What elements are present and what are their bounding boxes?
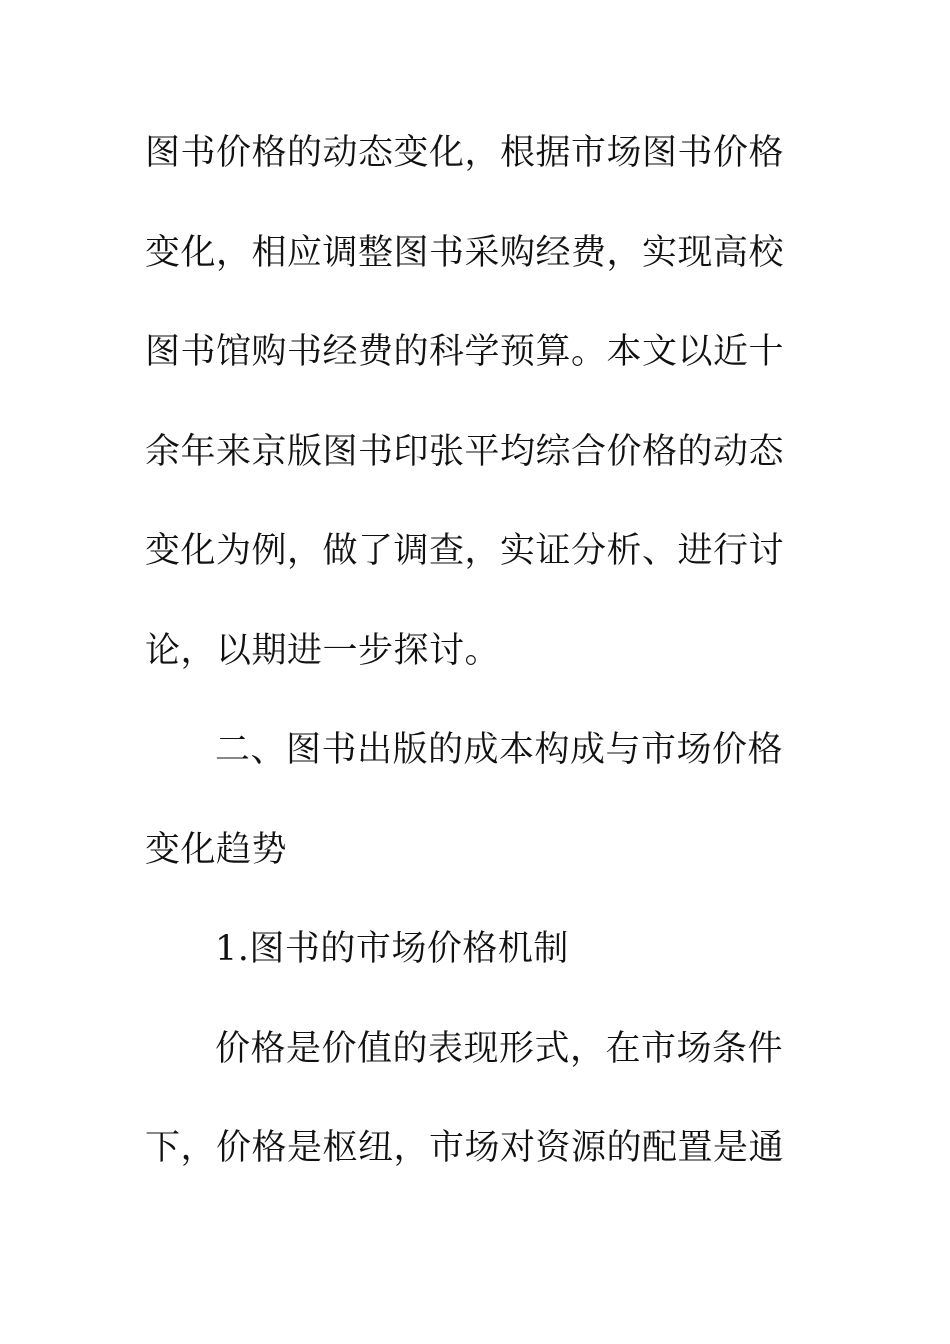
paragraph-line-6: 论，以期进一步探讨。 (145, 631, 501, 671)
paragraph-line-8: 下，价格是枢纽，市场对资源的配置是通 (145, 1128, 785, 1168)
paragraph-line-7: 价格是价值的表现形式，在市场条件 (215, 1029, 784, 1069)
section-heading-line-1: 二、图书出版的成本构成与市场价格 (215, 730, 784, 770)
paragraph-line-5: 变化为例，做了调查，实证分析、进行讨 (145, 531, 785, 571)
paragraph-line-3: 图书馆购书经费的科学预算。本文以近十 (145, 332, 785, 372)
paragraph-line-4: 余年来京版图书印张平均综合价格的动态 (145, 432, 785, 472)
section-heading-line-2: 变化趋势 (145, 830, 288, 870)
subsection-heading: 1.图书的市场价格机制 (215, 929, 569, 969)
paragraph-line-2: 变化，相应调整图书采购经费，实现高校 (145, 233, 785, 273)
paragraph-line-1: 图书价格的动态变化，根据市场图书价格 (145, 133, 785, 173)
